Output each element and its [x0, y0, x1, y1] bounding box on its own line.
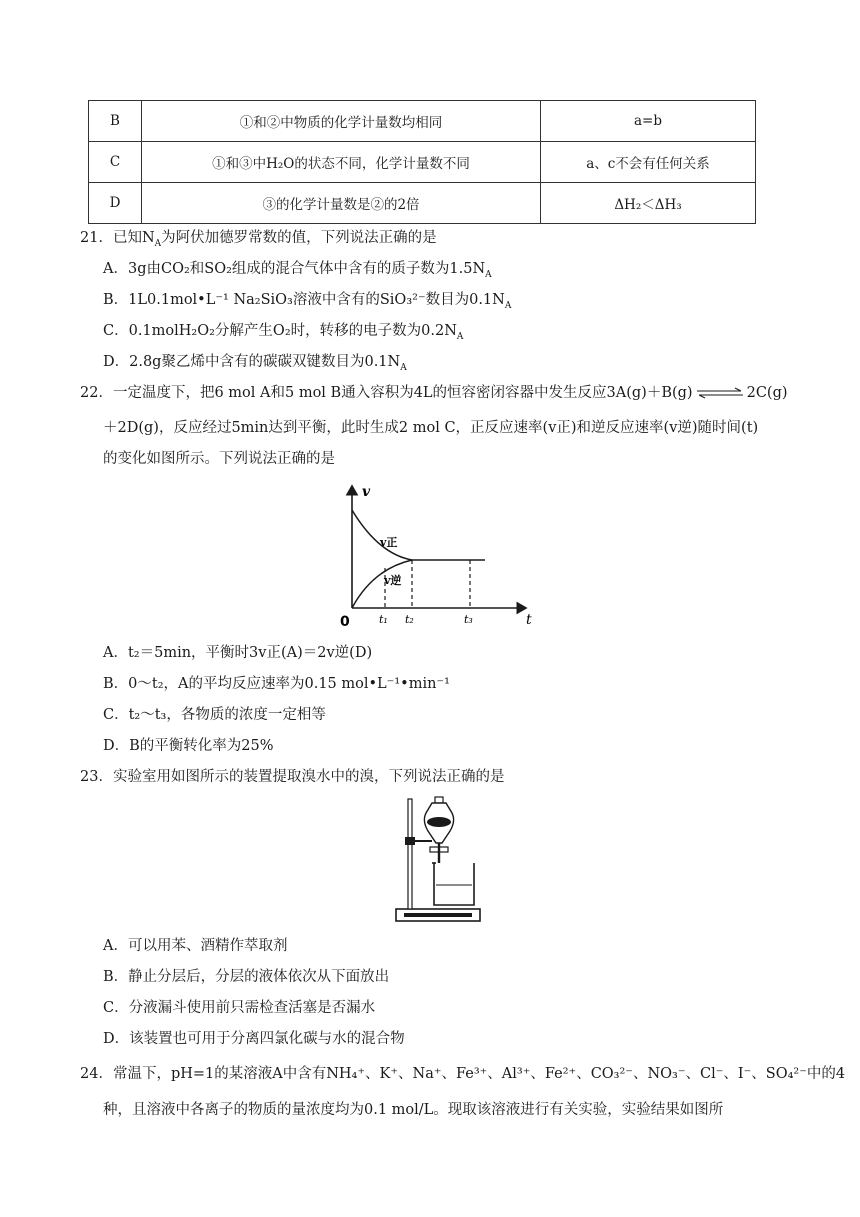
q21-stem: 21．已知$N_A$为阿伏加德罗常数的值，下列说法正确的是 [80, 230, 437, 249]
q22-option-a: A．t₂＝5min，平衡时3v正(A)＝2v逆(D) [103, 645, 373, 661]
table-row [89, 142, 756, 183]
axis-label-t: t [526, 612, 532, 628]
row-letter: D [89, 183, 142, 224]
q23-option-b: B．静止分层后，分层的液体依次从下面放出 [103, 969, 390, 985]
q22-stem-line3: 的变化如图所示。下列说法正确的是 [103, 451, 335, 467]
row-letter: C [89, 142, 142, 183]
row-conclusion: ΔH₂＜ΔH₃ [541, 183, 756, 224]
separatory-funnel-apparatus-icon [392, 795, 484, 927]
reverse-rate-curve [352, 560, 412, 608]
row-content: ③的化学计量数是②的2倍 [142, 183, 541, 224]
row-conclusion: a=b [541, 101, 756, 142]
q22-stem-line1: 22．一定温度下，把6 mol A和5 mol B通入容积为4L的恒容密闭容器中发生反应3A(g)＋B(g) 2C(g) [80, 385, 788, 401]
tick-t3: t₃ [464, 613, 473, 626]
q21-option-b: B．1L0.1mol•L⁻¹ Na₂SiO₃溶液中含有的SiO₃²⁻数目为$0.1N_A$ [103, 292, 512, 311]
q22-option-c: C．t₂～t₃，各物质的浓度一定相等 [103, 707, 326, 723]
q21-option-d: D．2.8g聚乙烯中含有的碳碳双键数目为$0.1N_A$ [103, 354, 407, 373]
q23-stem: 23．实验室用如图所示的装置提取溴水中的溴，下列说法正确的是 [80, 769, 505, 785]
q23-option-d: D．该装置也可用于分离四氯化碳与水的混合物 [103, 1031, 405, 1047]
forward-rate-curve [352, 510, 412, 560]
row-content: ①和③中H₂O的状态不同，化学计量数不同 [142, 142, 541, 183]
axis-label-v: v [362, 484, 371, 500]
row-letter: B [89, 101, 142, 142]
tick-t2: t₂ [405, 613, 414, 626]
q24-stem-line2: 种，且溶液中各离子的物质的量浓度均为0.1 mol/L。现取该溶液进行有关实验，实验结果如图所 [103, 1102, 724, 1118]
q22-option-b: B．0～t₂，A的平均反应速率为0.15 mol•L⁻¹•min⁻¹ [103, 676, 450, 692]
row-conclusion: a、c不会有任何关系 [541, 142, 756, 183]
q24-stem-line1: 24．常温下，pH=1的某溶液A中含有NH₄⁺、K⁺、Na⁺、Fe³⁺、Al³⁺、Fe²⁺、CO₃²⁻、NO₃⁻、Cl⁻、I⁻、SO₄²⁻中的4 [80, 1066, 846, 1082]
q22-option-d: D．B的平衡转化率为25% [103, 738, 274, 754]
options-table [88, 100, 756, 224]
rate-time-graph [330, 480, 540, 630]
v-forward-label: v正 [380, 536, 398, 549]
q22-stem-line2: ＋2D(g)，反应经过5min达到平衡，此时生成2 mol C，正反应速率(v正)和逆反应速率(v逆)随时间(t) [103, 420, 759, 436]
table-row [89, 183, 756, 224]
q21-option-a: A．3g由CO₂和SO₂组成的混合气体中含有的质子数为$1.5N_A$ [103, 261, 492, 280]
q21-option-c: C．0.1molH₂O₂分解产生O₂时，转移的电子数为$0.2N_A$ [103, 323, 464, 342]
table-row [89, 101, 756, 142]
q23-option-c: C．分液漏斗使用前只需检查活塞是否漏水 [103, 1000, 376, 1016]
origin-label: 0 [340, 614, 350, 630]
v-reverse-label: v逆 [384, 574, 402, 587]
row-content: ①和②中物质的化学计量数均相同 [142, 101, 541, 142]
tick-t1: t₁ [379, 613, 388, 626]
q23-option-a: A．可以用苯、酒精作萃取剂 [103, 938, 288, 954]
equilibrium-arrow-icon [695, 387, 745, 399]
